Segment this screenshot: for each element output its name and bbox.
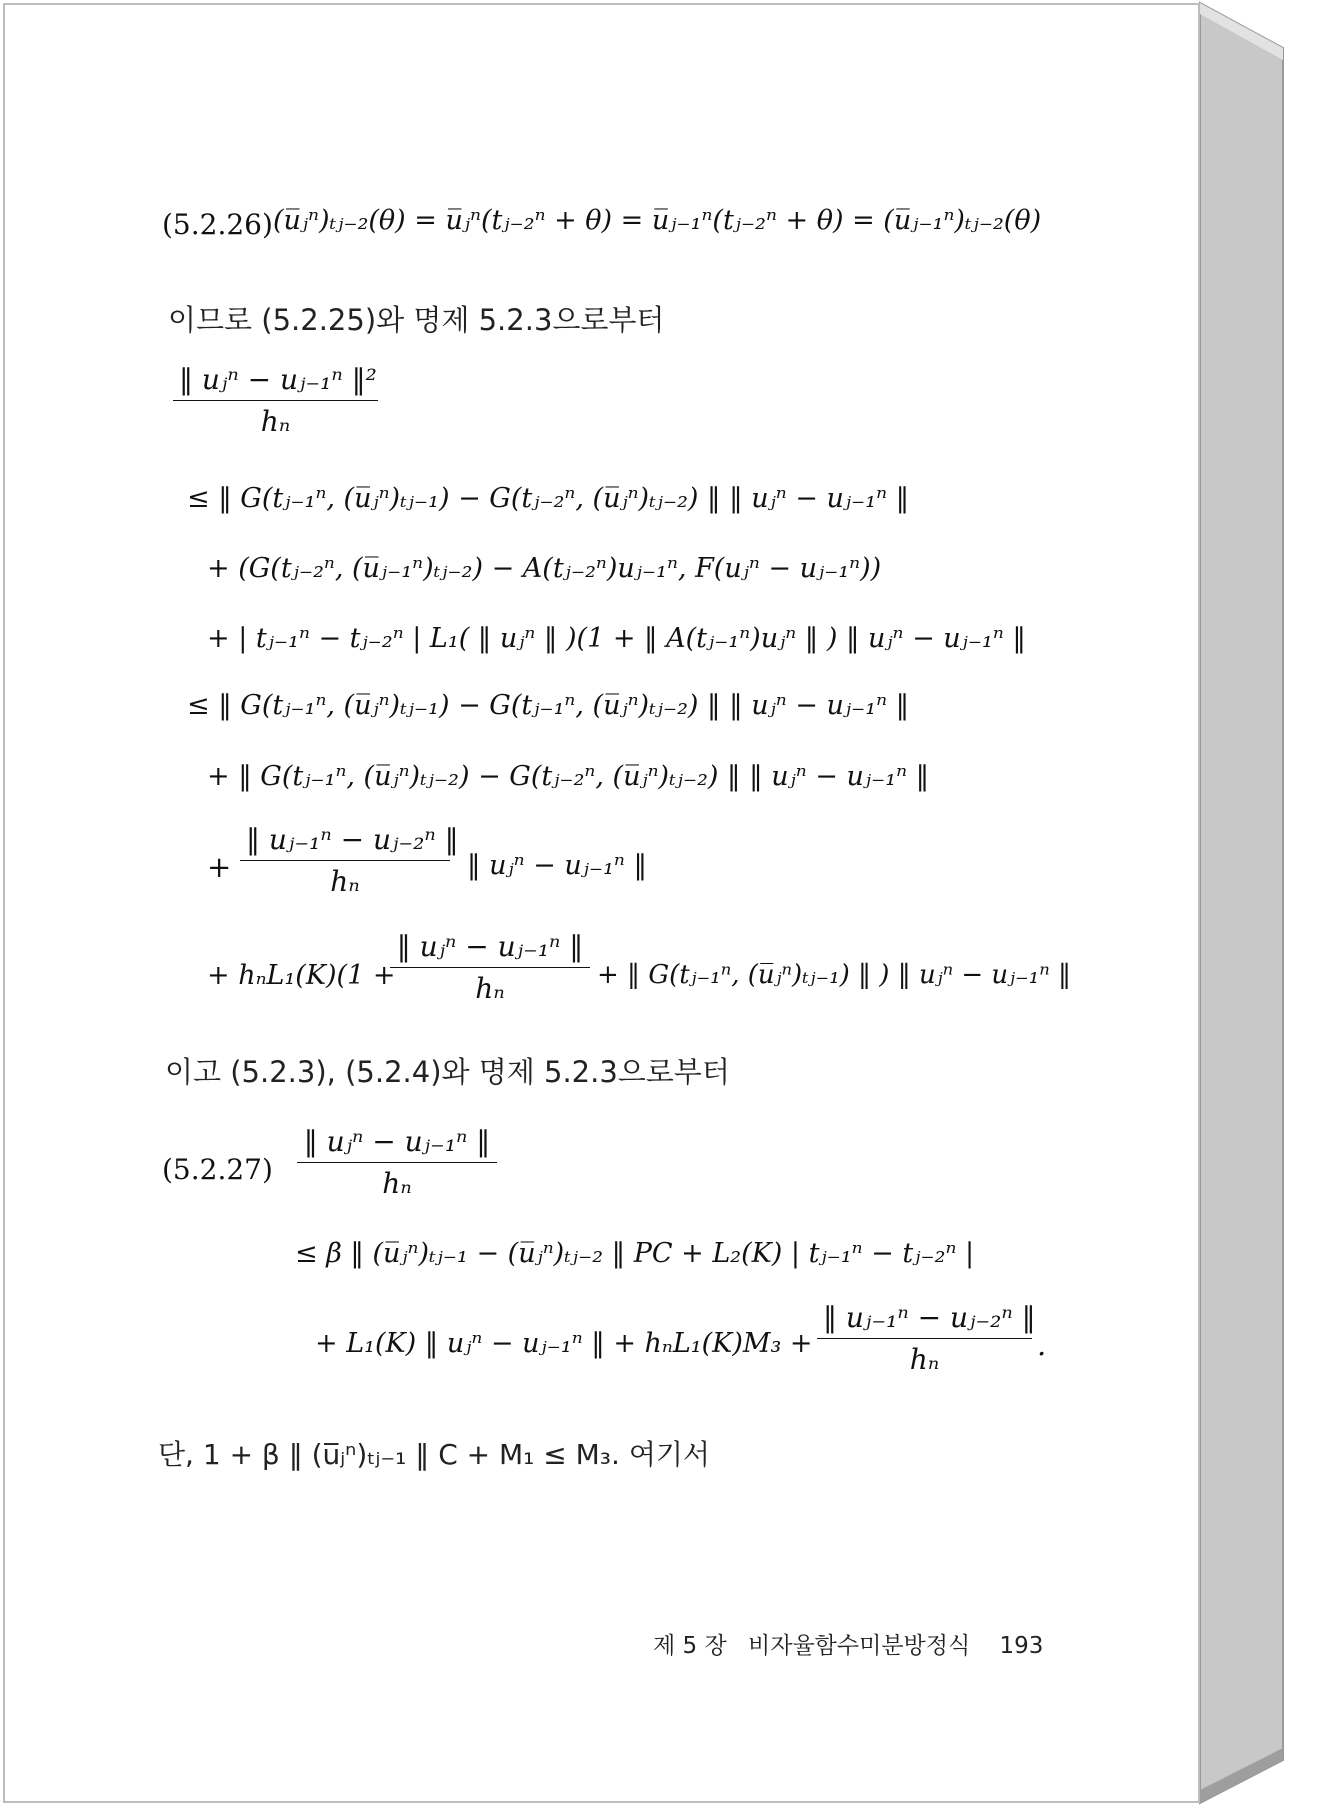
inequality-line-1: ≤ ‖ G(tⱼ₋₁ⁿ, (u̅ⱼⁿ)ₜⱼ₋₁) − G(tⱼ₋₂ⁿ, (u̅ⱼⁿ)ₜⱼ₋₂) ‖ ‖ uⱼⁿ − uⱼ₋₁ⁿ ‖ <box>187 483 910 514</box>
fraction-line-6-denominator: hₙ <box>330 865 360 898</box>
text-line-2: 이고 (5.2.3), (5.2.4)와 명제 5.2.3으로부터 <box>165 1055 730 1089</box>
inequality-line-9-period: . <box>1037 1328 1047 1362</box>
inequality-line-8: ≤ β ‖ (u̅ⱼⁿ)ₜⱼ₋₁ − (u̅ⱼⁿ)ₜⱼ₋₂ ‖ PC + L₂(K) | tⱼ₋₁ⁿ − tⱼ₋₂ⁿ | <box>295 1238 975 1269</box>
fraction-line-6 <box>240 823 459 898</box>
fraction-line-7 <box>390 930 590 1005</box>
footer-chapter: 제 5 장 <box>653 1633 727 1659</box>
equation-5-2-26: (u̅ⱼⁿ)ₜⱼ₋₂(θ) = u̅ⱼⁿ(tⱼ₋₂ⁿ + θ) = u̅ⱼ₋₁ⁿ(tⱼ₋₂ⁿ + θ) = (u̅ⱼ₋₁ⁿ)ₜⱼ₋₂(θ) <box>273 205 1042 236</box>
equation-label-5-2-26: (5.2.26) <box>162 208 273 241</box>
inequality-line-4: ≤ ‖ G(tⱼ₋₁ⁿ, (u̅ⱼⁿ)ₜⱼ₋₁) − G(tⱼ₋₁ⁿ, (u̅ⱼⁿ)ₜⱼ₋₂) ‖ ‖ uⱼⁿ − uⱼ₋₁ⁿ ‖ <box>187 690 910 721</box>
fraction-line-9-denominator: hₙ <box>909 1343 940 1376</box>
fraction-5-2-27 <box>297 1125 497 1200</box>
book-page <box>3 3 1200 1803</box>
page-number: 193 <box>999 1633 1044 1659</box>
fraction-lhs-denominator: hₙ <box>260 405 291 438</box>
text-line-3: 단, 1 + β ‖ (u̅ⱼⁿ)ₜⱼ₋₁ ‖ C + M₁ ≤ M₃. 여기서 <box>158 1438 710 1471</box>
page-footer <box>653 1627 1043 1660</box>
inequality-line-5: + ‖ G(tⱼ₋₁ⁿ, (u̅ⱼⁿ)ₜⱼ₋₂) − G(tⱼ₋₂ⁿ, (u̅ⱼⁿ)ₜⱼ₋₂) ‖ ‖ uⱼⁿ − uⱼ₋₁ⁿ ‖ <box>207 761 930 792</box>
fraction-5-2-27-denominator: hₙ <box>382 1167 412 1200</box>
fraction-line-7-denominator: hₙ <box>475 972 505 1005</box>
fraction-line-9-numerator: ‖ uⱼ₋₁ⁿ − uⱼ₋₂ⁿ ‖ <box>823 1301 1036 1334</box>
text-line-1: 이므로 (5.2.25)와 명제 5.2.3으로부터 <box>168 303 665 337</box>
inequality-line-2: + (G(tⱼ₋₂ⁿ, (u̅ⱼ₋₁ⁿ)ₜⱼ₋₂) − A(tⱼ₋₂ⁿ)uⱼ₋₁ⁿ, F(uⱼⁿ − uⱼ₋₁ⁿ)) <box>207 553 882 584</box>
inequality-line-9-head: + L₁(K) ‖ uⱼⁿ − uⱼ₋₁ⁿ ‖ + hₙL₁(K)M₃ + <box>315 1328 813 1359</box>
fraction-line-6-numerator: ‖ uⱼ₋₁ⁿ − uⱼ₋₂ⁿ ‖ <box>246 823 459 856</box>
inequality-line-7-tail: + ‖ G(tⱼ₋₁ⁿ, (u̅ⱼⁿ)ₜⱼ₋₁) ‖ ) ‖ uⱼⁿ − uⱼ₋₁ⁿ ‖ <box>597 960 1071 990</box>
footer-title: 비자율함수미분방정식 <box>748 1633 971 1659</box>
fraction-line-7-numerator: ‖ uⱼⁿ − uⱼ₋₁ⁿ ‖ <box>396 930 584 963</box>
fraction-5-2-27-numerator: ‖ uⱼⁿ − uⱼ₋₁ⁿ ‖ <box>303 1125 491 1158</box>
fraction-lhs <box>173 363 378 438</box>
inequality-line-3: + | tⱼ₋₁ⁿ − tⱼ₋₂ⁿ | L₁( ‖ uⱼⁿ ‖ )(1 + ‖ A(tⱼ₋₁ⁿ)uⱼⁿ ‖ ) ‖ uⱼⁿ − uⱼ₋₁ⁿ ‖ <box>207 623 1026 654</box>
equation-label-5-2-27: (5.2.27) <box>162 1153 273 1186</box>
fraction-line-9 <box>817 1301 1036 1376</box>
inequality-line-6-plus: + <box>207 850 232 884</box>
fraction-lhs-numerator: ‖ uⱼⁿ − uⱼ₋₁ⁿ ‖² <box>179 363 377 396</box>
inequality-line-6-tail: ‖ uⱼⁿ − uⱼ₋₁ⁿ ‖ <box>467 850 647 881</box>
inequality-line-7-head: + hₙL₁(K)(1 + <box>207 960 396 991</box>
